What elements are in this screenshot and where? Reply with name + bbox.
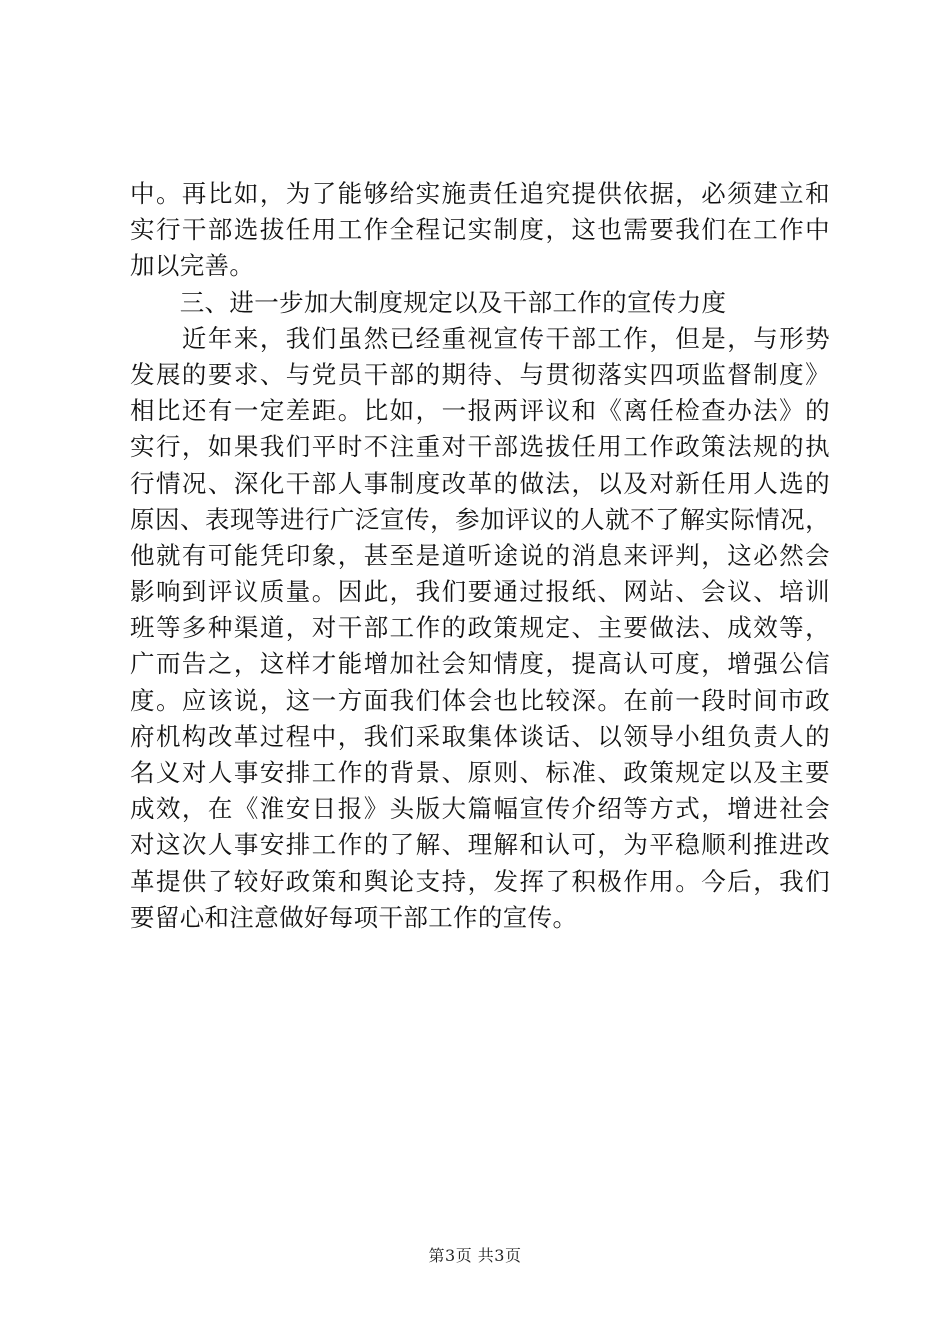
text-line: 府机构改革过程中，我们采取集体谈话、以领导小组负责人的: [130, 721, 830, 751]
text-line: 他就有可能凭印象，甚至是道听途说的消息来评判，这必然会: [130, 540, 830, 570]
text-line: 原因、表现等进行广泛宣传，参加评议的人就不了解实际情况，: [130, 504, 830, 534]
section-heading: [130, 285, 830, 321]
text-line: 广而告之，这样才能增加社会知情度，提高认可度，增强公信: [130, 649, 830, 679]
text-line: 行情况、深化干部人事制度改革的做法，以及对新任用人选的: [130, 468, 830, 498]
paragraph: [130, 321, 830, 936]
text-line: 近年来，我们虽然已经重视宣传干部工作，但是，与形势: [130, 323, 830, 353]
text-line: 实行干部选拔任用工作全程记实制度，这也需要我们在工作中: [130, 215, 830, 245]
text-line: 中。再比如，为了能够给实施责任追究提供依据，必须建立和: [130, 179, 830, 208]
text-line: 相比还有一定差距。比如，一报两评议和《离任检查办法》的: [130, 396, 830, 426]
text-line: 发展的要求、与党员干部的期待、与贯彻落实四项监督制度》: [130, 359, 830, 389]
text-line: 对这次人事安排工作的了解、理解和认可，为平稳顺利推进改: [130, 830, 830, 860]
text-line: 要留心和注意做好每项干部工作的宣传。: [130, 902, 578, 932]
text-line: 度。应该说，这一方面我们体会也比较深。在前一段时间市政: [130, 685, 830, 715]
text-line: 加以完善。: [130, 251, 255, 281]
document-body: [130, 176, 830, 936]
text-line: 成效，在《淮安日报》头版大篇幅宣传介绍等方式，增进社会: [130, 794, 830, 824]
text-line: 实行，如果我们平时不注重对干部选拔任用工作政策法规的执: [130, 432, 830, 462]
page-footer: 第3页 共3页: [428, 1246, 522, 1265]
text-line: 三、进一步加大制度规定以及干部工作的宣传力度: [130, 287, 727, 317]
text-line: 名义对人事安排工作的背景、原则、标准、政策规定以及主要: [130, 758, 830, 787]
paragraph: [130, 176, 830, 285]
text-line: 班等多种渠道，对干部工作的政策规定、主要做法、成效等，: [130, 613, 830, 643]
text-line: 影响到评议质量。因此，我们要通过报纸、网站、会议、培训: [130, 577, 830, 607]
text-line: 革提供了较好政策和舆论支持，发挥了积极作用。今后，我们: [130, 866, 830, 896]
